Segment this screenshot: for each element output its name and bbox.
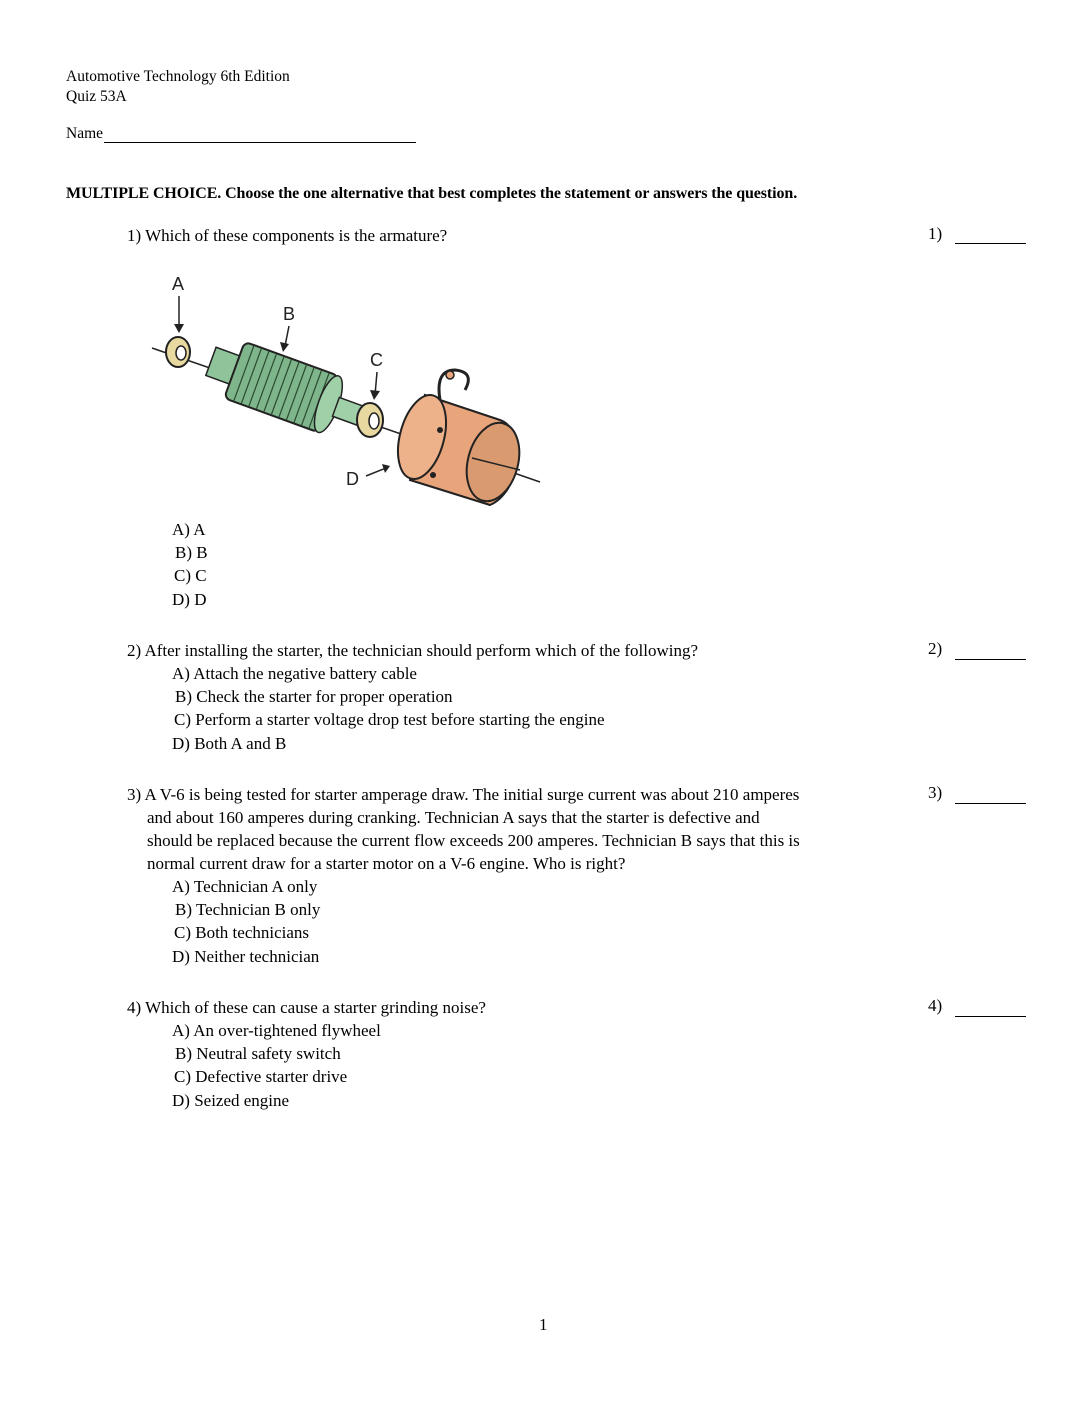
question-4-options	[172, 1019, 381, 1112]
answer-blank-4[interactable]	[955, 1015, 1026, 1017]
option-a[interactable]: A) Technician A only	[172, 877, 318, 896]
option-b[interactable]: B) Technician B only	[175, 900, 321, 920]
option-d[interactable]: D) Neither technician	[172, 946, 320, 966]
svg-text:B: B	[283, 304, 296, 324]
question-1-text: 1) Which of these components is the armature?	[127, 226, 448, 245]
name-blank-line[interactable]	[104, 126, 416, 143]
svg-text:A: A	[172, 274, 185, 294]
option-d[interactable]: D) D	[172, 589, 207, 609]
course-title: Automotive Technology 6th Edition	[66, 68, 290, 85]
option-c[interactable]: C) Defective starter drive	[174, 1067, 348, 1087]
question-2-text: 2) After installing the starter, the technician should perform which of the following?	[127, 641, 699, 660]
answer-label-2: 2)	[928, 639, 943, 658]
starter-motor-exploded-figure	[150, 270, 550, 520]
option-a[interactable]: A) Attach the negative battery cable	[172, 664, 417, 683]
question-1-options	[172, 518, 208, 611]
option-b[interactable]: B) Check the starter for proper operation	[175, 687, 453, 707]
question-3-line-4: normal current draw for a starter motor on a V-6 engine. Who is right?	[147, 854, 626, 873]
answer-label-1: 1)	[928, 224, 943, 243]
option-a[interactable]: A) An over-tightened flywheel	[172, 1021, 381, 1040]
name-field-row	[66, 125, 416, 143]
page-number: 1	[539, 1315, 548, 1334]
svg-text:C: C	[370, 350, 383, 370]
option-b[interactable]: B) Neutral safety switch	[175, 1044, 341, 1064]
option-c[interactable]: C) C	[174, 566, 207, 586]
option-d[interactable]: D) Both A and B	[172, 733, 287, 753]
question-2-options	[172, 662, 605, 755]
answer-label-4: 4)	[928, 996, 943, 1015]
svg-text:D: D	[346, 469, 359, 489]
question-3-line-1: 3) A V-6 is being tested for starter amperage draw. The initial surge current was about 210 amperes	[127, 785, 800, 804]
question-3-line-2: and about 160 amperes during cranking. Technician A says that the starter is defective and	[147, 808, 760, 827]
question-3-options	[172, 875, 320, 968]
name-label: Name	[66, 125, 104, 142]
option-c[interactable]: C) Both technicians	[174, 923, 310, 943]
answer-blank-2[interactable]	[955, 658, 1026, 660]
question-3-line-3: should be replaced because the current flow exceeds 200 amperes. Technician B says that this is	[147, 831, 800, 850]
option-a[interactable]: A) A	[172, 520, 206, 539]
question-3-text	[127, 783, 912, 875]
quiz-title: Quiz 53A	[66, 88, 127, 105]
starter-components-illustration	[150, 270, 550, 520]
answer-blank-1[interactable]	[955, 242, 1026, 244]
instructions: MULTIPLE CHOICE. Choose the one alternative that best completes the statement or answers the question.	[66, 185, 798, 202]
option-b[interactable]: B) B	[175, 543, 208, 563]
answer-label-3: 3)	[928, 783, 943, 802]
answer-blank-3[interactable]	[955, 802, 1026, 804]
question-4-text: 4) Which of these can cause a starter grinding noise?	[127, 998, 486, 1017]
option-c[interactable]: C) Perform a starter voltage drop test before starting the engine	[174, 710, 605, 730]
option-d[interactable]: D) Seized engine	[172, 1090, 290, 1110]
